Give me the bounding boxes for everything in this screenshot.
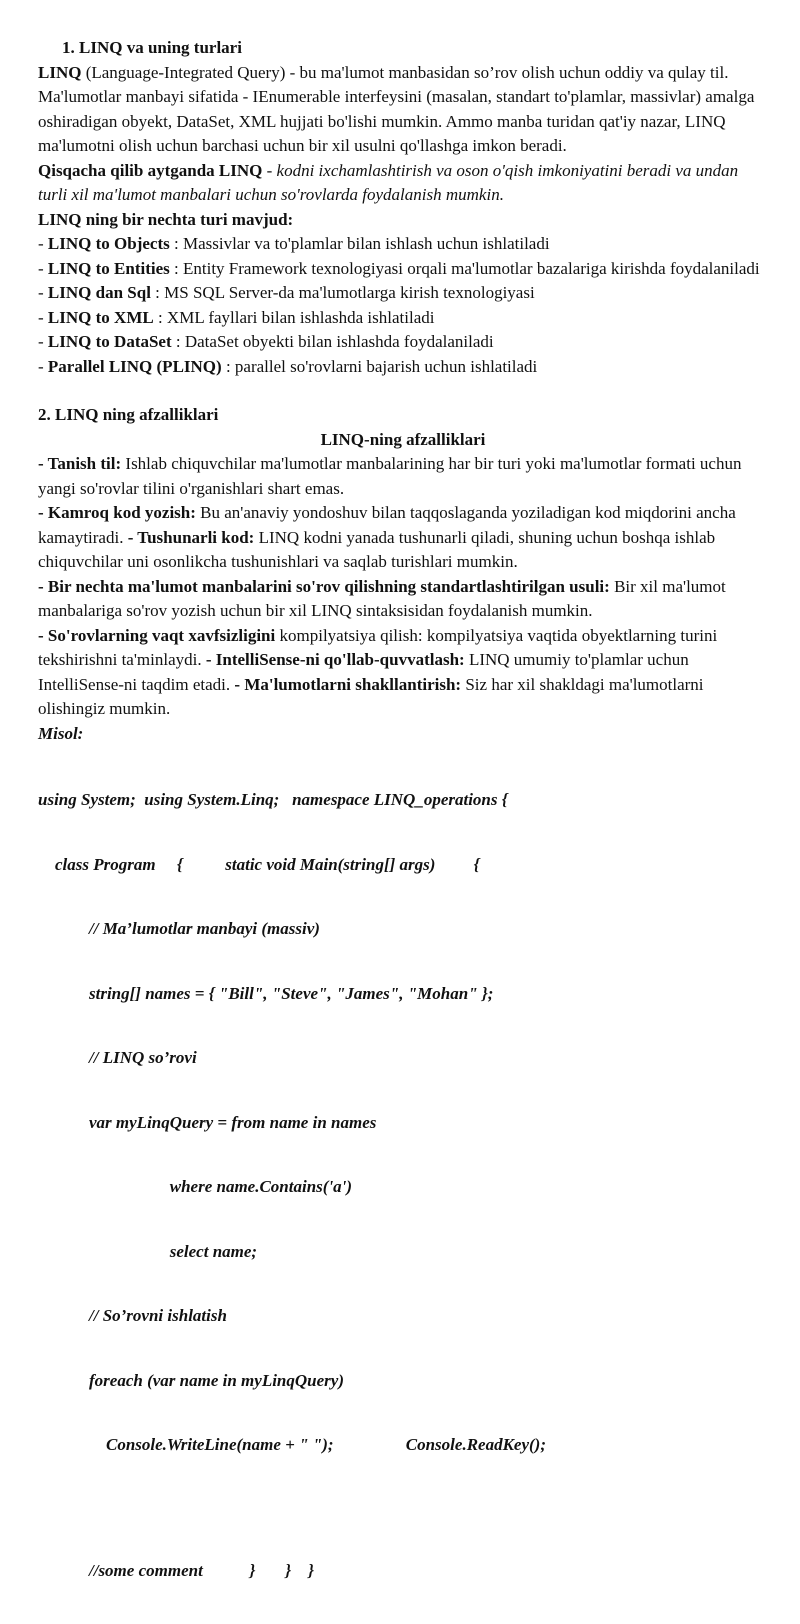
- types-heading: LINQ ning bir nechta turi mavjud:: [38, 209, 294, 229]
- spacer: [38, 1499, 768, 1517]
- code-line: where name.Contains('a'): [38, 1177, 353, 1196]
- list-item: - LINQ to Objects : Massivlar va to'plamlar bilan ishlash uchun ishlatiladi: [38, 234, 550, 253]
- list-item-name: Parallel LINQ (PLINQ): [47, 356, 222, 376]
- code-line: // Ma’lumotlar manbayi (massiv): [38, 919, 320, 938]
- advantage-paragraph: - So'rovlarning vaqt xavfsizligini kompilyatsiya qilish: kompilyatsiya vaqtida obyektlarning turini tekshirishni ta'minlaydi. - IntelliSense-ni qo'llab-quvvatlash: LINQ umumiy to'plamlar uchun IntelliSense-ni taqdim etadi. - Ma'lumotlarni shakllantirish: Siz har xil shakldagi ma'lumotlarni olishingiz mumkin.: [38, 625, 718, 718]
- list-item-name: LINQ dan Sql: [47, 283, 151, 302]
- list-item-desc: : Massivlar va to'plamlar bilan ishlash uchun ishlatiladi: [169, 234, 550, 253]
- list-item-desc: : MS SQL Server-da ma'lumotlarga kirish texnologiyasi: [150, 283, 535, 302]
- linq-intro-paragraph: [38, 61, 768, 159]
- linq-summary-paragraph: [38, 159, 768, 208]
- spacer: [38, 379, 768, 403]
- code-line: select name;: [38, 1241, 258, 1261]
- list-item: - LINQ to Entities : Entity Framework texnologiyasi orqali ma'lumotlar bazalariga kirishda foydalaniladi: [38, 258, 760, 278]
- list-item: - LINQ to DataSet : DataSet obyekti bilan ishlashda foydalaniladi: [38, 332, 494, 351]
- list-item-desc: : XML fayllari bilan ishlashda ishlatiladi: [153, 307, 435, 327]
- code-line: foreach (var name in myLinqQuery): [38, 1370, 344, 1390]
- summary-bold: Qisqacha qilib aytganda LINQ: [38, 160, 263, 180]
- centered-title: LINQ-ning afzalliklari: [320, 429, 486, 449]
- intro-term: LINQ: [38, 62, 82, 82]
- code-line: using System; using System.Linq; namespace LINQ_operations {: [38, 790, 508, 809]
- list-item-name: LINQ to DataSet: [47, 332, 172, 351]
- advantage-paragraph: - Tanish til: Ishlab chiquvchilar ma'lumotlar manbalarining har bir turi yoki ma'lumotlar formati uchun yangi so'rovlar tilini o'rganishlari shart emas.: [38, 454, 742, 498]
- code-line: var myLinqQuery = from name in names: [38, 1112, 377, 1132]
- section-1-heading: 1. LINQ va uning turlari: [62, 38, 242, 57]
- code-line: Console.WriteLine(name + " "); Console.ReadKey();: [38, 1435, 546, 1454]
- code-line: //some comment } } }: [38, 1560, 315, 1580]
- section-2-heading: 2. LINQ ning afzalliklari: [38, 405, 219, 424]
- intro-text: (Language-Integrated Query) - bu ma'lumot manbasidan so’rov olish uchun oddiy va qulay til. Ma'lumotlar manbayi sifatida - IEnumerable interfeysini (masalan, standart to'plamlar, massivlar) amalga oshiradigan obyekt, DataSet, XML hujjati bo'lishi mumkin. Ammo manba turidan qat'iy nazar, LINQ ma'lumotni olish uchun barchasi uchun bir xil usulni qo'llashga imkon beradi.: [38, 62, 755, 155]
- document-page: [38, 36, 768, 1624]
- advantage-paragraph: - Bir nechta ma'lumot manbalarini so'rov qilishning standartlashtirilgan usuli: Bir xil ma'lumot manbalariga so'rov yozish uchun bir xil LINQ sintaksisidan foydalanish mumkin.: [38, 576, 726, 620]
- list-item-desc: : DataSet obyekti bilan ishlashda foydalaniladi: [171, 332, 494, 351]
- code-block: [38, 746, 768, 1624]
- code-line: // So’rovni ishlatish: [38, 1306, 227, 1325]
- list-item-name: LINQ to XML: [47, 307, 154, 327]
- list-item: - LINQ dan Sql : MS SQL Server-da ma'lumotlarga kirish texnologiyasi: [38, 283, 535, 302]
- list-item-name: LINQ to Entities: [47, 258, 170, 278]
- summary-italic: - kodni ixchamlashtirish va oson o'qish imkoniyatini beradi va undan turli xil ma'lumot manbalari uchun so'rovlarda foydalanish mumkin.: [38, 160, 739, 204]
- list-item: - Parallel LINQ (PLINQ) : parallel so'rovlarni bajarish uchun ishlatiladi: [38, 356, 538, 376]
- advantage-paragraph: - Kamroq kod yozish: Bu an'anaviy yondoshuv bilan taqqoslaganda yoziladigan kod miqdorini ancha kamaytiradi. - Tushunarli kod: LINQ kodni yanada tushunarli qiladi, shuning uchun boshqa ishlab chiquvchilar uni osonlikcha tushunishlari va saqlab turishlari mumkin.: [38, 503, 736, 571]
- list-item: - LINQ to XML : XML fayllari bilan ishlashda ishlatiladi: [38, 307, 435, 327]
- example-label: Misol:: [38, 723, 84, 743]
- list-item-desc: : parallel so'rovlarni bajarish uchun ishlatiladi: [221, 356, 538, 376]
- code-line: // LINQ so’rovi: [38, 1048, 197, 1067]
- code-line: class Program { static void Main(string[] args) {: [38, 854, 480, 874]
- list-item-name: LINQ to Objects: [47, 234, 170, 253]
- code-line: string[] names = { "Bill", "Steve", "James", "Mohan" };: [38, 983, 494, 1003]
- list-item-desc: : Entity Framework texnologiyasi orqali ma'lumotlar bazalariga kirishda foydalaniladi: [169, 258, 760, 278]
